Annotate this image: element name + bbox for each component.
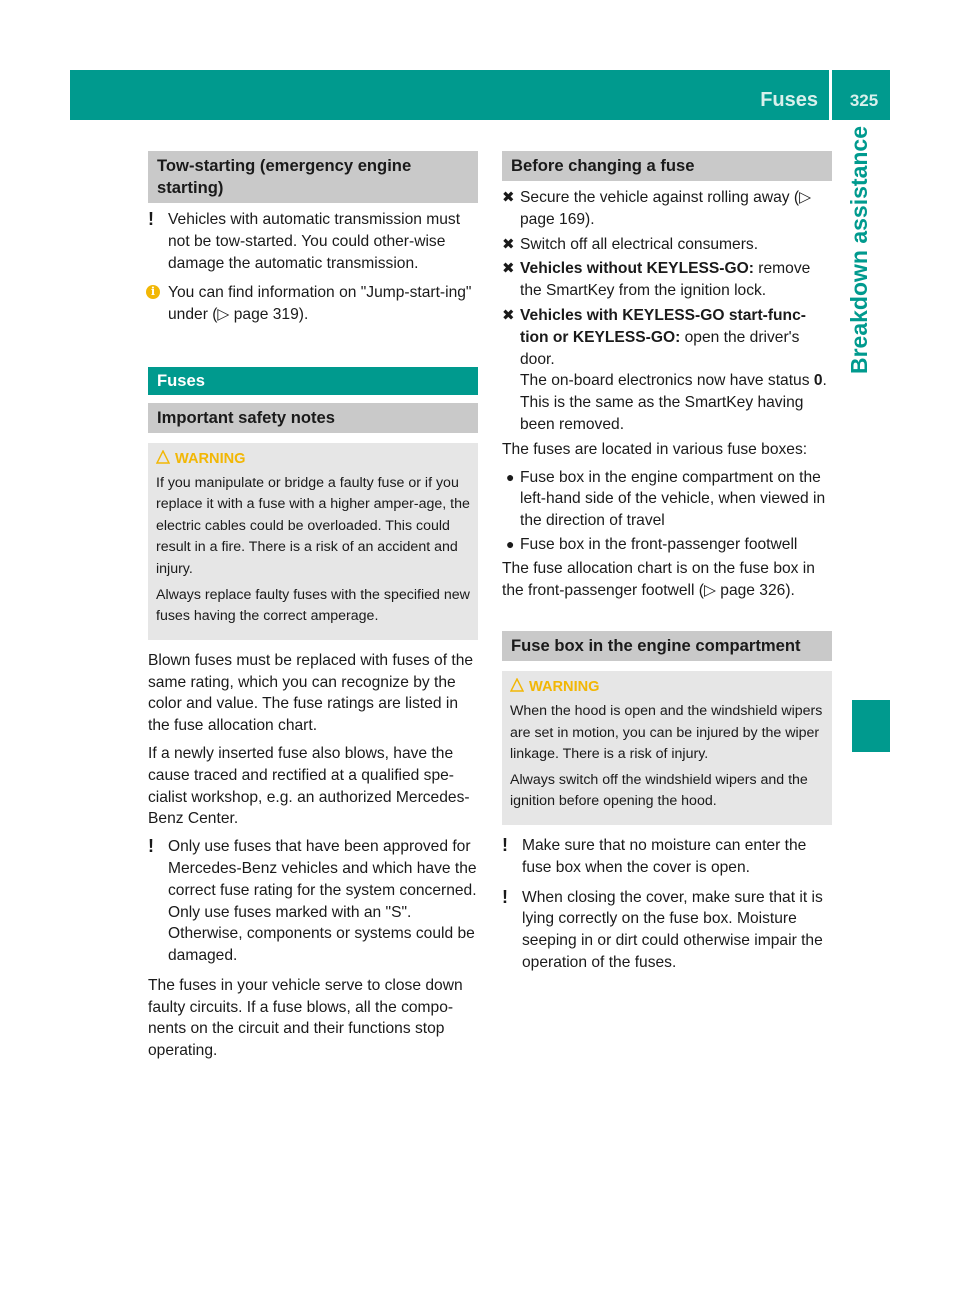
bullet-icon: ● xyxy=(506,535,515,552)
step-item: ✖ Switch off all electrical consumers. xyxy=(502,234,832,256)
exclamation-icon: ! xyxy=(502,834,508,855)
paragraph: The fuse allocation chart is on the fuse box in the front-passenger footwell (▷ page 326). xyxy=(502,559,815,599)
approved-fuses-text: Only use fuses that have been approved for Mercedes-Benz vehicles and which have the correct fuse rating for the system concerned. Only use fuses marked with an "S". Otherwise, components or systems could be damaged. xyxy=(168,838,477,965)
step-arrow-icon: ✖ xyxy=(502,189,515,206)
list-item: ● Fuse box in the front-passenger footwell xyxy=(502,534,832,556)
engine-fuse-box-heading: Fuse box in the engine compartment xyxy=(502,631,832,661)
side-tab-label: Breakdown assistance xyxy=(846,126,872,375)
step-item: ✖ Vehicles with KEYLESS-GO start-func-tion or KEYLESS-GO: open the driver's door. The on-board electronics now have status 0. This is the same as the SmartKey having been removed. xyxy=(502,306,827,433)
warning-box xyxy=(148,443,478,640)
tow-info-text: You can find information on "Jump-start-ing" under (▷ page 319). xyxy=(168,284,472,324)
cover-note: ! When closing the cover, make sure that it is lying correctly on the fuse box. Moisture seeping in or dirt could otherwise impair the operation of the fuses. xyxy=(502,886,823,971)
side-tab-marker xyxy=(852,700,890,752)
step-item: ✖ Vehicles without KEYLESS-GO: remove the SmartKey from the ignition lock. xyxy=(502,260,811,300)
warning-label: WARNING xyxy=(510,677,824,699)
step-arrow-icon: ✖ xyxy=(502,306,515,324)
header-title: Fuses xyxy=(760,89,818,111)
list-item: ● Fuse box in the engine compartment on the left-hand side of the vehicle, when viewed in the direction of travel xyxy=(506,468,826,530)
tow-info xyxy=(148,282,478,326)
warning-text: Always switch off the windshield wipers and the ignition before opening the hood. xyxy=(510,771,808,810)
step-arrow-icon: ✖ xyxy=(502,260,515,278)
paragraph: Blown fuses must be replaced with fuses of the same rating, which you can recognize by the color and value. The fuse ratings are listed in the fuse allocation chart. xyxy=(148,651,474,735)
header-divider xyxy=(829,70,832,120)
bullet-icon: ● xyxy=(506,468,515,485)
exclamation-icon: ! xyxy=(148,836,154,857)
step-arrow-icon: ✖ xyxy=(502,235,515,253)
warning-text: Always replace faulty fuses with the specified new fuses having the correct amperage. xyxy=(156,586,470,625)
paragraph: The fuses are located in various fuse boxes: xyxy=(502,440,808,458)
warning-triangle-icon xyxy=(510,678,524,692)
paragraph: The fuses in your vehicle serve to close down faulty circuits. If a fuse blows, all the compo-nents on the circuit and their functions stop operating. xyxy=(148,976,463,1060)
warning-text: If you manipulate or bridge a faulty fuse or if you replace it with a fuse with a higher amper-age, the electric cables could be overloaded. This could result in a fire. There is a risk of an accident and injury. xyxy=(156,474,470,577)
info-icon: i xyxy=(146,285,160,299)
tow-note xyxy=(148,209,478,274)
warning-box xyxy=(502,671,832,825)
moisture-note: ! Make sure that no moisture can enter the fuse box when the cover is open. xyxy=(502,834,807,876)
warning-triangle-icon xyxy=(156,450,170,464)
page-number: 325 xyxy=(849,91,879,110)
before-changing-heading: Before changing a fuse xyxy=(502,151,832,181)
right-column xyxy=(502,151,832,982)
tow-note-text: Vehicles with automatic transmission must not be tow-started. You could other-wise damage the automatic transmission. xyxy=(168,211,461,272)
warning-text: When the hood is open and the windshield wipers are set in motion, you can be injured by the wiper linkage. There is a risk of injury. xyxy=(510,702,823,763)
step-item: ✖ Secure the vehicle against rolling away (▷ page 169). xyxy=(502,189,812,228)
safety-notes-heading: Important safety notes xyxy=(148,403,478,433)
warning-label: WARNING xyxy=(156,449,470,471)
exclamation-icon: ! xyxy=(502,886,508,907)
approved-fuses-note xyxy=(148,836,478,967)
page-header xyxy=(70,70,890,120)
paragraph: If a newly inserted fuse also blows, have the cause traced and rectified at a qualified spe-cialist workshop, e.g. an authorized Mercedes-Benz Center. xyxy=(148,744,470,828)
left-column xyxy=(148,151,478,1068)
fuses-heading: Fuses xyxy=(148,367,478,395)
exclamation-icon: ! xyxy=(148,209,154,229)
tow-starting-heading: Tow-starting (emergency engine starting) xyxy=(148,151,478,203)
